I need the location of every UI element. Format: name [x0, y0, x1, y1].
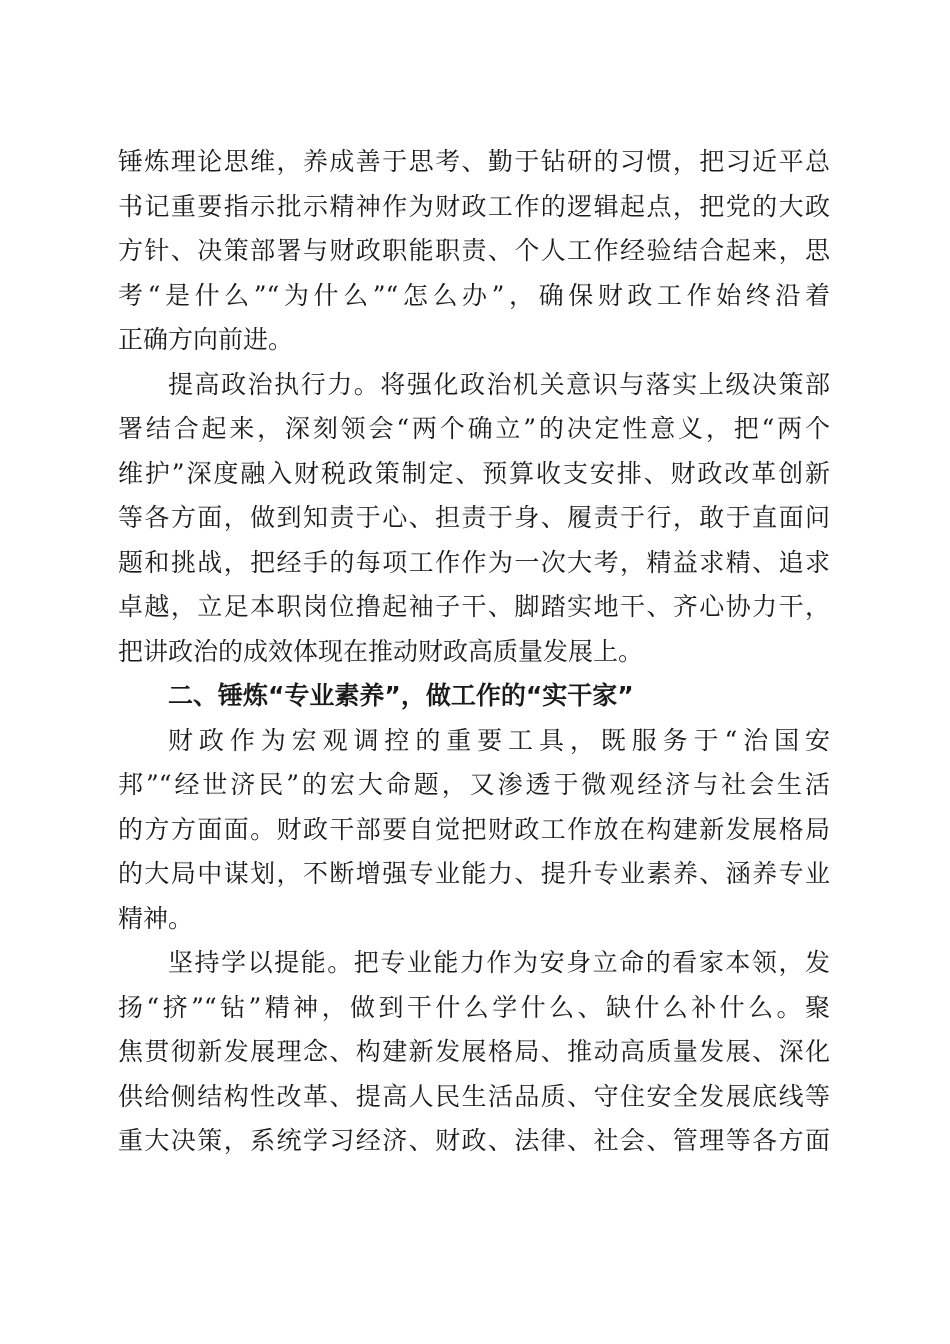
text-line: 供给侧结构性改革、提高人民生活品质、守住安全发展底线等	[118, 1081, 830, 1111]
text-line: 等各方面，做到知责于心、担责于身、履责于行，敢于直面问	[118, 503, 830, 532]
text-line: 把讲政治的成效体现在推动财政高质量发展上。	[118, 636, 644, 666]
text-line: 考“是什么”“为什么”“怎么办”，确保财政工作始终沿着	[118, 280, 830, 310]
text-line: 书记重要指示批示精神作为财政工作的逻辑起点，把党的大政	[118, 191, 830, 221]
text-line: 坚持学以提能。把专业能力作为安身立命的看家本领，发	[168, 948, 830, 977]
text-line: 题和挑战，把经手的每项工作作为一次大考，精益求精、追求	[118, 547, 830, 577]
paragraph	[118, 719, 830, 942]
text-line: 的方方面面。财政干部要自觉把财政工作放在构建新发展格局	[118, 814, 830, 844]
text-line: 方针、决策部署与财政职能职责、个人工作经验结合起来，思	[118, 236, 830, 265]
text-line: 正确方向前进。	[118, 325, 294, 354]
text-line: 精神。	[118, 903, 194, 933]
paragraph	[118, 363, 830, 675]
text-line: 卓越，立足本职岗位撸起袖子干、脚踏实地干、齐心协力干，	[118, 592, 830, 621]
heading-text: 二、锤炼“专业素养”，做工作的“实干家”	[168, 681, 634, 710]
text-line: 锤炼理论思维，养成善于思考、勤于钻研的习惯，把习近平总	[118, 147, 830, 176]
text-line: 署结合起来，深刻领会“两个确立”的决定性意义，把“两个	[118, 414, 830, 443]
text-line: 提高政治执行力。将强化政治机关意识与落实上级决策部	[168, 369, 830, 399]
paragraph	[118, 140, 830, 363]
text-line: 邦”“经世济民”的宏大命题，又渗透于微观经济与社会生活	[118, 770, 830, 799]
text-line: 维护”深度融入财税政策制定、预算收支安排、财政改革创新	[118, 458, 830, 488]
text-line: 财政作为宏观调控的重要工具，既服务于“治国安	[168, 725, 830, 755]
paragraph	[118, 941, 830, 1164]
document-page	[118, 140, 830, 1164]
text-line: 焦贯彻新发展理念、构建新发展格局、推动高质量发展、深化	[118, 1037, 830, 1066]
text-line: 扬“挤”“钻”精神，做到干什么学什么、缺什么补什么。聚	[118, 992, 830, 1022]
section-heading	[118, 674, 830, 719]
text-line: 的大局中谋划，不断增强专业能力、提升专业素养、涵养专业	[118, 859, 830, 888]
text-line: 重大决策，系统学习经济、财政、法律、社会、管理等各方面	[118, 1126, 830, 1155]
